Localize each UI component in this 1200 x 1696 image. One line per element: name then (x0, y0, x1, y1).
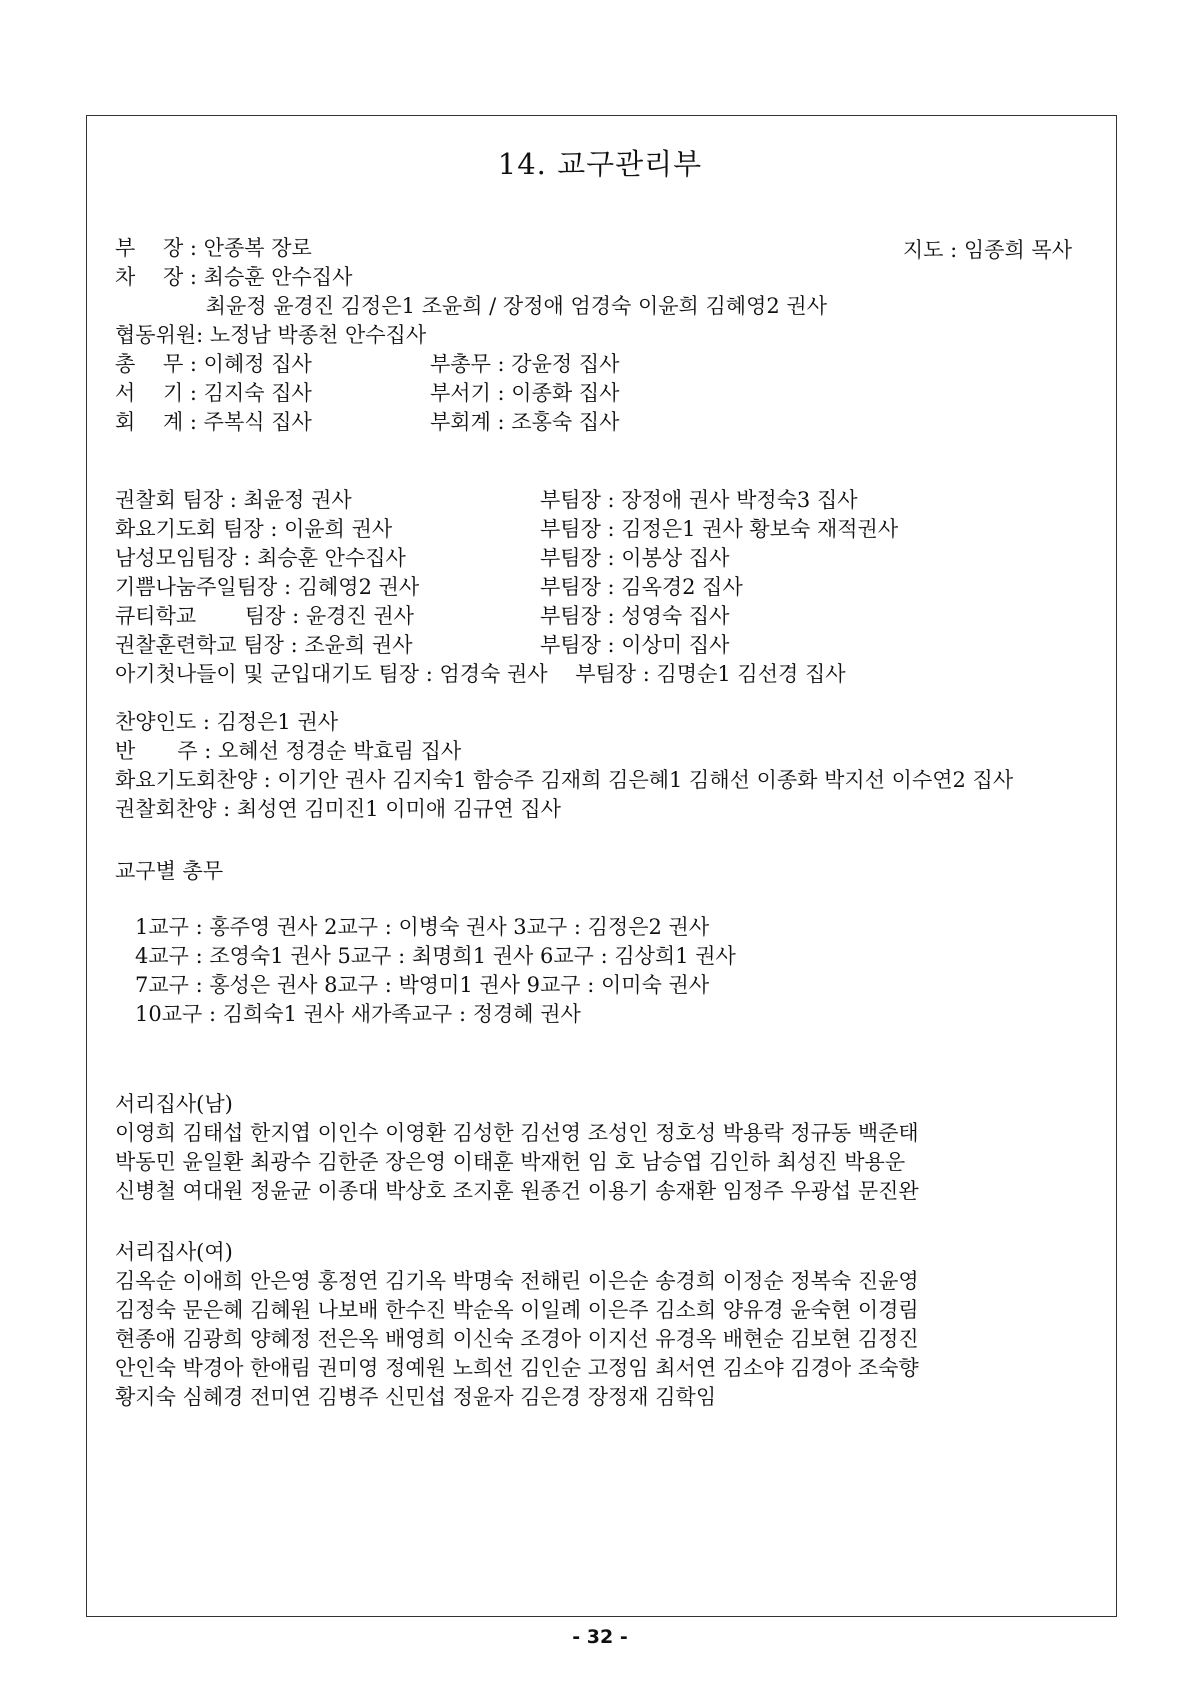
staff-secretary-right: 부서기 : 이종화 집사 (430, 381, 620, 405)
female-deacons-line: 안인숙 박경아 한애림 권미영 정예원 노희선 김인순 고정임 최서연 김소야 김경아 조숙향 (115, 1356, 919, 1380)
female-deacons-line: 김정숙 문은혜 김혜원 나보배 한수진 박순옥 이일례 이은주 김소희 양유경 윤숙현 이경림 (115, 1298, 919, 1322)
female-deacons-line: 김옥순 이애희 안은영 홍정연 김기옥 박명숙 전해린 이은순 송경희 이정순 정복숙 진윤영 (115, 1269, 919, 1293)
officer-director: 부 장 : 안종복 장로 (115, 236, 312, 260)
female-deacons-line: 황지숙 심혜경 전미연 김병주 신민섭 정윤자 김은경 장정재 김학임 (115, 1385, 717, 1409)
male-deacons-line: 이영희 김태섭 한지엽 이인수 이영환 김성한 김선영 조성인 정호성 박용락 정규동 백준태 (115, 1121, 919, 1145)
officer-vice-director: 차 장 : 최승훈 안수집사 (115, 265, 353, 289)
staff-general-right: 부총무 : 강윤정 집사 (430, 352, 620, 376)
district-heading: 교구별 총무 (115, 859, 224, 883)
team-vice-leader: 부팀장 : 김옥경2 집사 (540, 575, 743, 599)
team-vice-leader: 부팀장 : 장정애 권사 박정숙3 집사 (540, 488, 858, 512)
male-deacons-line: 신병철 여대원 정윤균 이종대 박상호 조지훈 원종건 이용기 송재환 임정주 우광섭 문진완 (115, 1179, 919, 1203)
female-deacons-heading: 서리집사(여) (115, 1240, 233, 1264)
team-leader: 화요기도회 팀장 : 이윤희 권사 (115, 517, 393, 541)
guide-pastor: 지도 : 임종희 목사 (902, 238, 1072, 262)
praise-leader: 찬양인도 : 김정은1 권사 (115, 710, 339, 734)
male-deacons-line: 박동민 윤일환 최광수 김한준 장은영 이태훈 박재헌 임 호 남승엽 김인하 최성진 박용운 (115, 1150, 906, 1174)
district-line: 4교구 : 조영숙1 권사 5교구 : 최명희1 권사 6교구 : 김상희1 권사 (135, 944, 736, 968)
staff-treasurer-right: 부회계 : 조홍숙 집사 (430, 410, 620, 434)
page-number: - 32 - (572, 1626, 628, 1648)
team-last-line: 아기첫나들이 및 군입대기도 팀장 : 엄경숙 권사 부팀장 : 김명순1 김선경 집사 (115, 662, 846, 686)
officer-cooperating: 협동위원: 노정남 박종천 안수집사 (115, 323, 427, 347)
team-leader: 기쁨나눔주일팀장 : 김혜영2 권사 (115, 575, 420, 599)
team-vice-leader: 부팀장 : 이봉상 집사 (540, 546, 730, 570)
staff-secretary-left: 서 기 : 김지숙 집사 (115, 381, 312, 405)
staff-general-left: 총 무 : 이혜정 집사 (115, 352, 312, 376)
team-vice-leader: 부팀장 : 이상미 집사 (540, 633, 730, 657)
district-line: 7교구 : 홍성은 권사 8교구 : 박영미1 권사 9교구 : 이미숙 권사 (135, 973, 710, 997)
praise-tuesday: 화요기도회찬양 : 이기안 권사 김지숙1 함승주 김재희 김은혜1 김해선 이종화 박지선 이수연2 집사 (115, 768, 1014, 792)
page-title: 14. 교구관리부 (497, 147, 703, 181)
team-vice-leader: 부팀장 : 김정은1 권사 황보숙 재적권사 (540, 517, 899, 541)
team-leader: 권찰훈련학교 팀장 : 조윤희 권사 (115, 633, 413, 657)
team-leader: 권찰회 팀장 : 최윤정 권사 (115, 488, 352, 512)
district-line: 10교구 : 김희숙1 권사 새가족교구 : 정경혜 권사 (135, 1002, 581, 1026)
team-leader: 남성모임팀장 : 최승훈 안수집사 (115, 546, 406, 570)
team-vice-leader: 부팀장 : 성영숙 집사 (540, 604, 730, 628)
female-deacons-line: 현종애 김광희 양혜정 전은옥 배영희 이신숙 조경아 이지선 유경옥 배현순 김보현 김정진 (115, 1327, 919, 1351)
team-leader: 큐티학교 팀장 : 윤경진 권사 (115, 604, 414, 628)
praise-gwonchal: 권찰회찬양 : 최성연 김미진1 이미애 김규연 집사 (115, 797, 561, 821)
district-line: 1교구 : 홍주영 권사 2교구 : 이병숙 권사 3교구 : 김정은2 권사 (135, 915, 710, 939)
praise-accompanist: 반 주 : 오혜선 정경순 박효림 집사 (115, 739, 462, 763)
staff-treasurer-left: 회 계 : 주복식 집사 (115, 410, 312, 434)
officer-members: 최윤정 윤경진 김정은1 조윤희 / 장정애 엄경숙 이윤희 김혜영2 권사 (115, 294, 827, 318)
male-deacons-heading: 서리집사(남) (115, 1092, 233, 1116)
